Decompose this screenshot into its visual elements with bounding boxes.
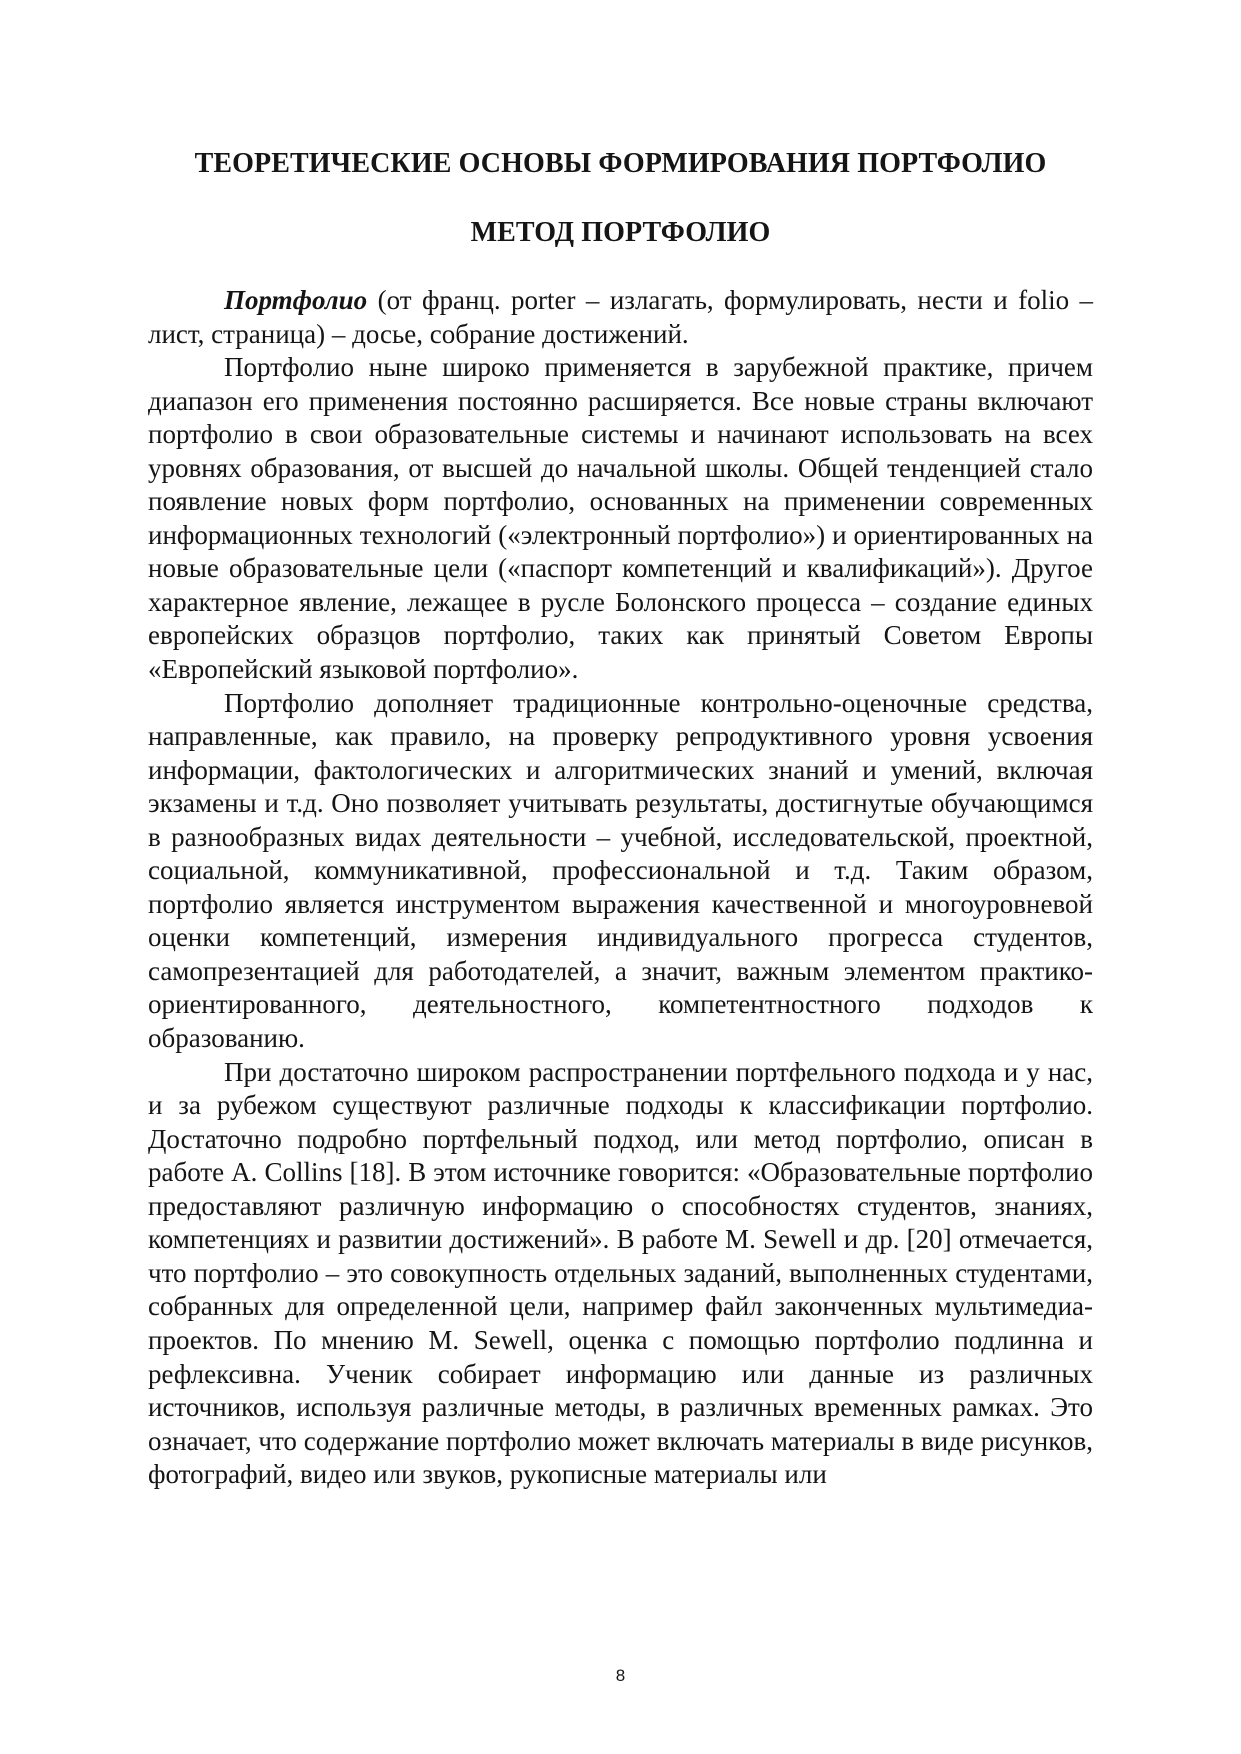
paragraph-definition	[148, 284, 1093, 351]
page-title: ТЕОРЕТИЧЕСКИЕ ОСНОВЫ ФОРМИРОВАНИЯ ПОРТФОЛИО	[194, 148, 1047, 179]
paragraph-2: Портфолио ныне широко применяется в зарубежной практике, причем диапазон его применения постоянно расширяется. Все новые страны включают портфолио в свои образовательные системы и начинают использовать на всех уровнях образования, от высшей до начальной школы. Общей тенденцией стало появление новых форм портфолио, основанных на применении современных информационных технологий («электронный портфолио») и ориентированных на новые образовательные цели («паспорт компетенций и квалификаций»). Другое характерное явление, лежащее в русле Болонского процесса – создание единых европейских образцов портфолио, таких как принятый Советом Европы «Европейский языковой портфолио».	[148, 352, 1093, 685]
term-portfolio: Портфолио	[224, 285, 368, 315]
definition-text: (от франц. porter – излагать, формулировать, нести и folio – лист, страница) – досье, собрание достижений.	[148, 285, 1093, 349]
section-title: МЕТОД ПОРТФОЛИО	[470, 217, 771, 248]
body-text	[148, 284, 1093, 1492]
page-number: 8	[615, 1666, 626, 1685]
paragraph-4: При достаточно широком распространении портфельного подхода и у нас, и за рубежом существуют различные подходы к классификации портфолио. Достаточно подробно портфельный подход, или метод портфолио, описан в работе A. Collins [18]. В этом источнике говорится: «Образовательные портфолио предоставляют различную информацию о способностях студентов, знаниях, компетенциях и развитии достижений». В работе M. Sewell и др. [20] отмечается, что портфолио – это совокупность отдельных заданий, выполненных студентами, собранных для определенной цели, например файл законченных мультимедиа-проектов. По мнению M. Sewell, оценка с помощью портфолио подлинна и рефлексивна. Ученик собирает информацию или данные из различных источников, используя различные методы, в различных временных рамках. Это означает, что содержание портфолио может включать материалы в виде рисунков, фотографий, видео или звуков, рукописные материалы или	[148, 1056, 1093, 1490]
paragraph-3: Портфолио дополняет традиционные контрольно-оценочные средства, направленные, как правило, на проверку репродуктивного уровня усвоения информации, фактологических и алгоритмических знаний и умений, включая экзамены и т.д. Оно позволяет учитывать результаты, достигнутые обучающимся в разнообразных видах деятельности – учебной, исследовательской, проектной, социальной, коммуникативной, профессиональной и т.д. Таким образом, портфолио является инструментом выражения качественной и многоуровневой оценки компетенций, измерения индивидуального прогресса студентов, самопрезентацией для работодателей, а значит, важным элементом практико-ориентированного, деятельностного, компетентностного подходов к образованию.	[148, 687, 1093, 1054]
